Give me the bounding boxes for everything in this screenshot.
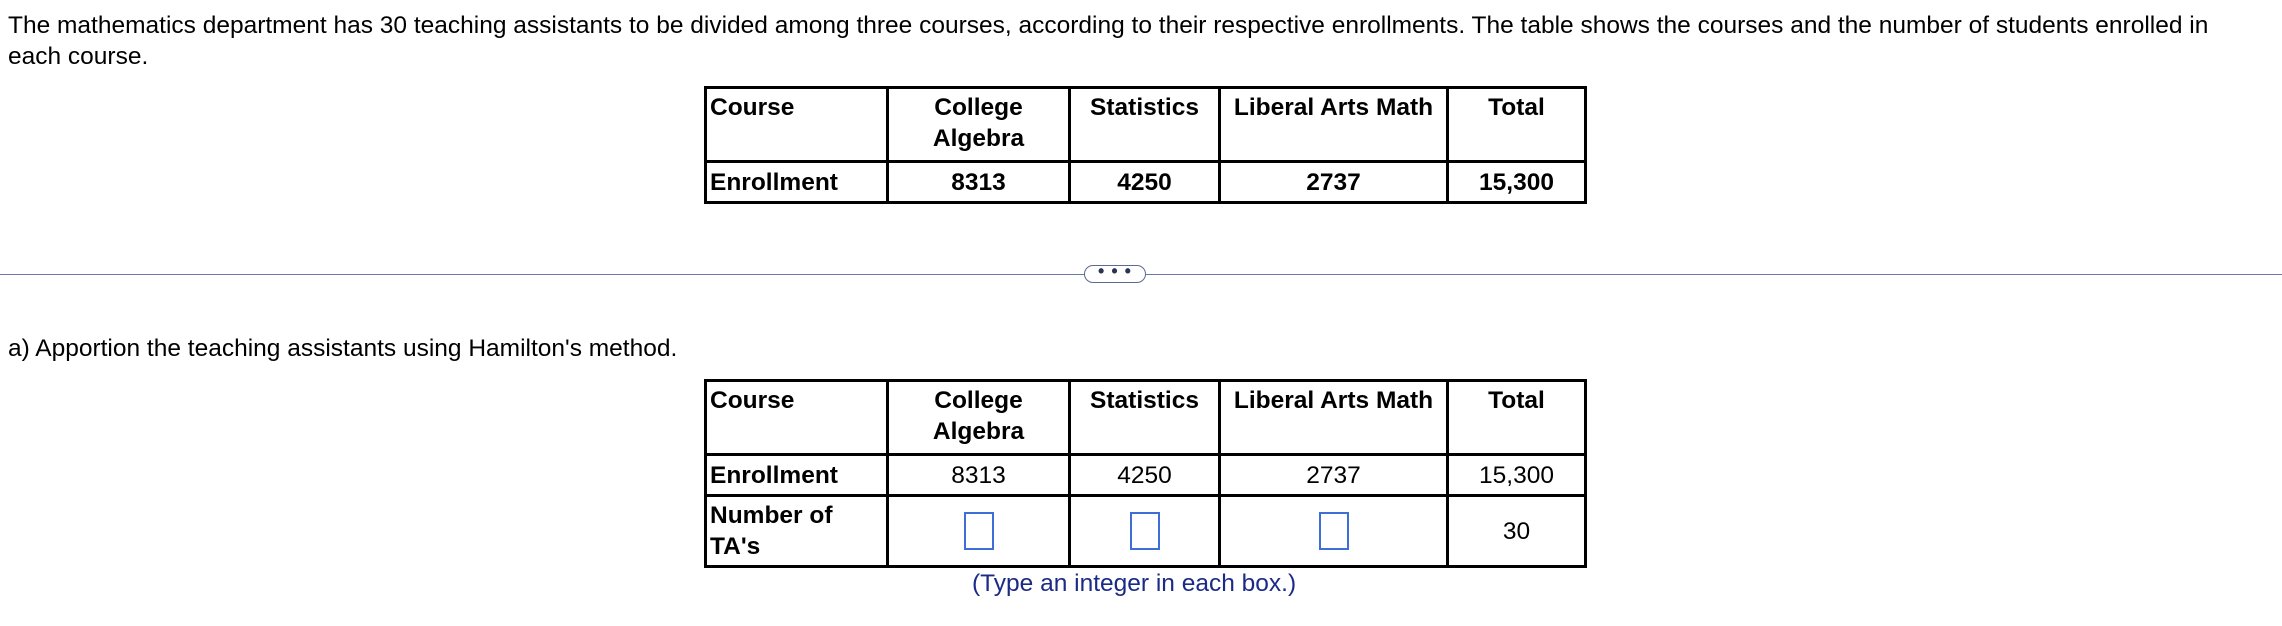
table-row-number-of-tas xyxy=(706,496,1586,567)
enrollment-college-algebra: 8313 xyxy=(888,162,1070,203)
column-header-course: Course xyxy=(706,381,888,455)
answer-input-liberal-arts-math[interactable] xyxy=(1319,512,1349,550)
answer-input-college-algebra[interactable] xyxy=(964,512,994,550)
column-header-college-algebra: College Algebra xyxy=(888,381,1070,455)
row-header-enrollment: Enrollment xyxy=(706,162,888,203)
column-header-college-algebra: College Algebra xyxy=(888,88,1070,162)
apportionment-table xyxy=(704,379,1587,568)
ta-cell-liberal-arts-math xyxy=(1220,496,1448,567)
enrollment-liberal-arts-math: 2737 xyxy=(1220,455,1448,496)
enrollment-liberal-arts-math: 2737 xyxy=(1220,162,1448,203)
enrollment-statistics: 4250 xyxy=(1070,455,1220,496)
column-header-liberal-arts-math: Liberal Arts Math xyxy=(1220,381,1448,455)
answer-input-statistics[interactable] xyxy=(1130,512,1160,550)
table-header-row xyxy=(706,381,1586,455)
table-row-enrollment xyxy=(706,455,1586,496)
enrollment-college-algebra: 8313 xyxy=(888,455,1070,496)
column-header-course: Course xyxy=(706,88,888,162)
ta-cell-statistics xyxy=(1070,496,1220,567)
ta-total: 30 xyxy=(1448,496,1586,567)
enrollment-table xyxy=(704,86,1587,204)
table-row-enrollment xyxy=(706,162,1586,203)
column-header-statistics: Statistics xyxy=(1070,88,1220,162)
problem-statement: The mathematics department has 30 teaching assistants to be divided among three courses, according to their respective enrollments. The table shows the courses and the number of students enrolled in each course. xyxy=(8,12,2209,70)
column-header-total: Total xyxy=(1448,381,1586,455)
expand-more-button[interactable]: • • • xyxy=(1084,265,1146,283)
table-header-row xyxy=(706,88,1586,162)
row-header-enrollment: Enrollment xyxy=(706,455,888,496)
enrollment-total: 15,300 xyxy=(1448,455,1586,496)
ta-cell-college-algebra xyxy=(888,496,1070,567)
column-header-liberal-arts-math: Liberal Arts Math xyxy=(1220,88,1448,162)
column-header-total: Total xyxy=(1448,88,1586,162)
input-hint: (Type an integer in each box.) xyxy=(972,570,1297,597)
row-header-number-of-tas: Number of TA's xyxy=(706,496,888,567)
column-header-statistics: Statistics xyxy=(1070,381,1220,455)
enrollment-statistics: 4250 xyxy=(1070,162,1220,203)
part-a-question: a) Apportion the teaching assistants using Hamilton's method. xyxy=(8,335,678,362)
enrollment-total: 15,300 xyxy=(1448,162,1586,203)
